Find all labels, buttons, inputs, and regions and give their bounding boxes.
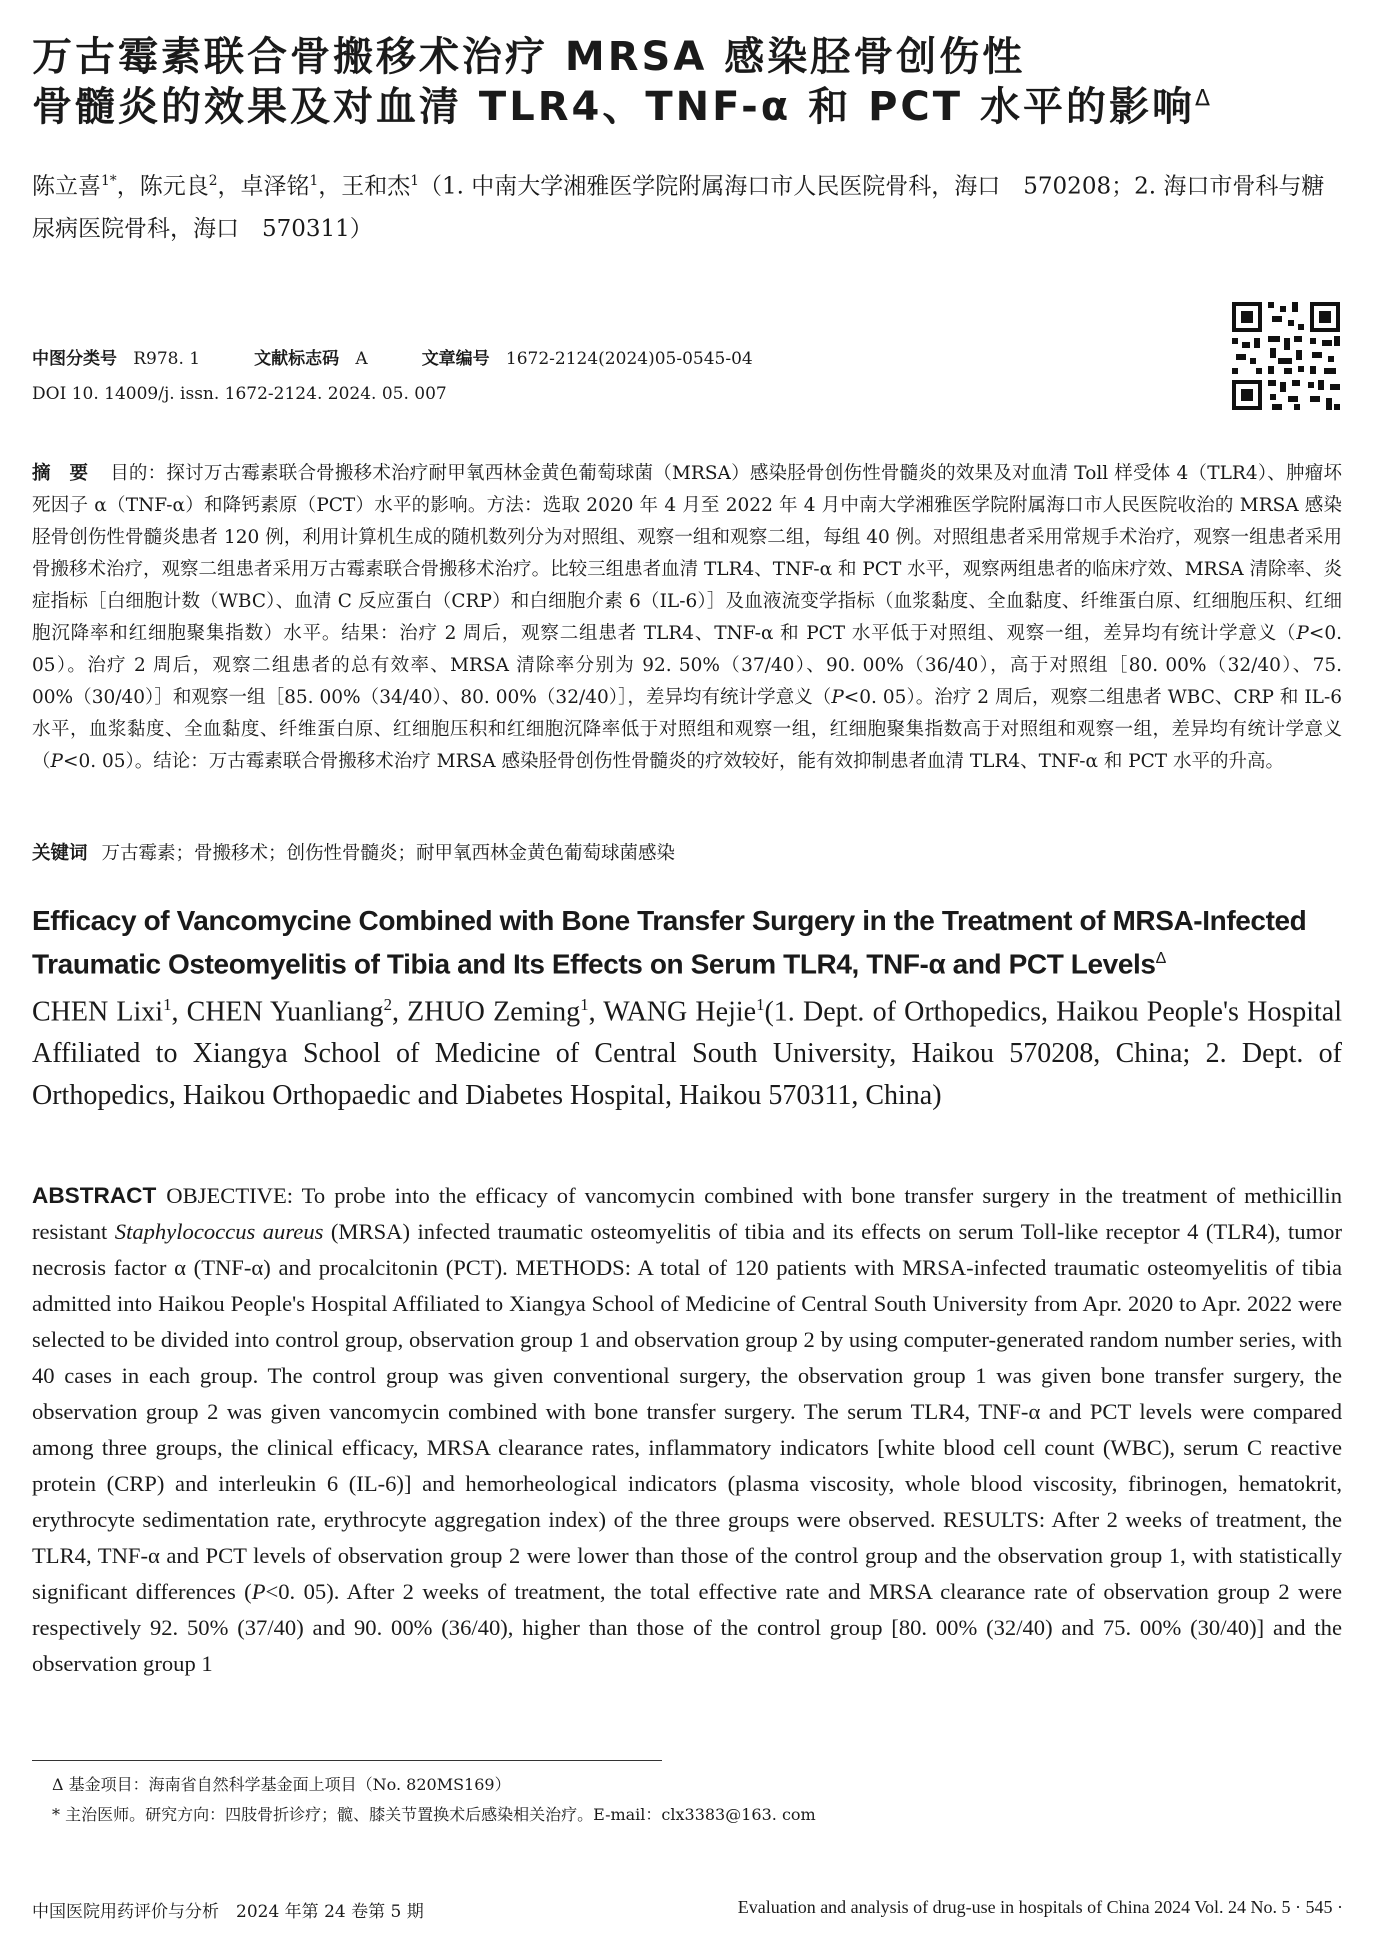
authors-cn [32,160,1347,250]
doc-code-label: 文献标志码 [254,349,340,369]
abstract-en-species: Staphylococcus aureus [114,1219,324,1244]
abstract-cn-p-italic-2: P [831,687,844,708]
affiliations-cn: （1. 中南大学湘雅医学院附属海口市人民医院骨科，海口 570208；2. 海口市骨科与糖尿病医院骨科，海口 570311） [32,173,1325,242]
footer-journal-en: Evaluation and analysis of drug-use in hospitals of China 2024 Vol. 24 No. 5 · 545 · [737,1897,1343,1917]
author-en-1-sup: 1 [163,995,172,1014]
abstract-en [32,1178,1342,1682]
author-cn-4: ，王和杰 [318,173,411,200]
abstract-en-label: ABSTRACT [32,1183,157,1208]
fund-mark: Δ [1195,86,1214,112]
footnotes [52,1770,1252,1830]
abstract-cn-p-italic-1: P [1296,623,1309,644]
author-cn-1-sup: 1* [101,173,117,189]
article-number-value: 1672-2124(2024)05-0545-04 [505,349,753,369]
affiliations-en: (1. Dept. of Orthopedics, Haikou People's Hospital Affiliated to Xiangya School of Medicine of Central South University, Haikou 570208, China; 2. Dept. of Orthopedics, Haikou Orthopaedic and Diabetes Hospital, Haikou 570311, China) [32,996,1342,1112]
clc-value: R978. 1 [133,349,201,369]
footer-journal-cn: 中国医院用药评价与分析 2024 年第 24 卷第 5 期 [32,1902,424,1922]
footnote-divider [32,1760,662,1761]
doc-code-value: A [355,349,368,369]
clc-label: 中图分类号 [32,349,117,369]
doi-value: 10. 14009/j. issn. 1672-2124. 2024. 05. 007 [71,384,447,404]
article-title-en [32,902,1347,983]
doi-label: DOI [32,384,67,404]
author-cn-4-sup: 1 [410,173,420,189]
article-title-cn [32,32,1342,132]
article-number-label: 文章编号 [421,349,490,369]
keywords-cn-label: 关键词 [32,843,88,864]
footnote-fund: Δ 基金项目：海南省自然科学基金面上项目（No. 820MS169） [52,1775,511,1794]
author-en-2: , CHEN Yuanliang [171,996,384,1028]
abstract-en-part3: <0. 05). After 2 weeks of treatment, the total effective rate and MRSA clearance rate of observation group 2 were respectively 92. 50% (37/40) and 90. 00% (36/40), higher than those of the control group [80. 00% (32/40) and 75. 00% (30/40)] and the observation group 1 [32,1579,1342,1676]
author-en-4-sup: 1 [756,995,765,1014]
qr-code-icon[interactable] [1232,302,1340,410]
abstract-en-part2: (MRSA) infected traumatic osteomyelitis of tibia and its effects on serum Toll-like receptor 4 (TLR4), tumor necrosis factor α (TNF-α) and procalcitonin (PCT). METHODS: A total of 120 patients with MRSA-infected traumatic osteomyelitis of tibia admitted into Haikou People's Hospital Affiliated to Xiangya School of Medicine of Central South University from Apr. 2020 to Apr. 2022 were selected to be divided into control group, observation group 1 and observation group 2 by using computer-generated random number series, with 40 cases in each group. The control group was given conventional surgery, the observation group 1 was given bone transfer surgery, the observation group 2 was given vancomycin combined with bone transfer surgery. The serum TLR4, TNF-α and PCT levels were compared among three groups, the clinical efficacy, MRSA clearance rates, inflammatory indicators [white blood cell count (WBC), serum C reactive protein (CRP) and interleukin 6 (IL-6)] and hemorheological indicators (plasma viscosity, whole blood viscosity, fibrinogen, hematokrit, erythrocyte sedimentation rate, erythrocyte aggregation index) of the three groups were observed. RESULTS: After 2 weeks of treatment, the TLR4, TNF-α and PCT levels of observation group 2 were lower than those of the control group and the observation group 1, with statistically significant differences ( [32,1219,1342,1604]
article-metadata [32,344,992,369]
abstract-cn-part2: <0. 05）。治疗 2 周后，观察二组患者的总有效率、MRSA 清除率分别为 92. 50%（37/40）、90. 00%（36/40），高于对照组［80. 00%（32/40）、75. 00%（30/40）］和观察一组［85. 00%（34/40）、80. 00%（32/40）］，差异均有统计学意义（ [32,623,1342,708]
author-en-1: CHEN Lixi [32,996,164,1028]
author-en-2-sup: 2 [383,995,392,1014]
abstract-cn-label: 摘 要 [32,463,89,484]
abstract-cn-part3: <0. 05）。治疗 2 周后，观察二组患者 WBC、CRP 和 IL-6 水平，血浆黏度、全血黏度、纤维蛋白原、红细胞压积和红细胞沉降率低于对照组和观察一组，红细胞聚集指数高于对照组和观察一组，差异均有统计学意义（ [32,687,1342,772]
doi-row [32,384,447,404]
author-en-3-sup: 1 [580,995,589,1014]
abstract-cn [32,458,1342,778]
keywords-cn [32,838,1342,870]
article-title-en-text: Efficacy of Vancomycine Combined with Bone Transfer Surgery in the Treatment of MRSA-Infected Traumatic Osteomyelitis of Tibia and Its Effects on Serum TLR4, TNF-α and PCT Levels [32,905,1307,980]
footnote-author: * 主治医师。研究方向：四肢骨折诊疗；髋、膝关节置换术后感染相关治疗。E-mail：clx3383@163. com [52,1805,816,1824]
fund-mark-en: Δ [1155,950,1166,967]
article-title-cn-line2 [32,82,1342,132]
abstract-en-part1: OBJECTIVE: To probe into the efficacy of vancomycin combined with bone transfer surgery in the treatment of methicillin resistant [32,1183,1342,1244]
title-cn-line2-text: 骨髓炎的效果及对血清 TLR4、TNF-α 和 PCT 水平的影响 [32,84,1196,130]
authors-en [32,984,1342,1117]
author-cn-2: ，陈元良 [116,173,209,200]
author-en-4: , WANG Hejie [588,996,757,1028]
article-title-cn-line1: 万古霉素联合骨搬移术治疗 MRSA 感染胫骨创伤性 [32,34,1026,80]
author-cn-3: ，卓泽铭 [217,173,310,200]
author-cn-2-sup: 2 [208,173,218,189]
abstract-cn-part4: <0. 05）。结论：万古霉素联合骨搬移术治疗 MRSA 感染胫骨创伤性骨髓炎的疗效较好，能有效抑制患者血清 TLR4、TNF-α 和 PCT 水平的升高。 [62,751,1285,772]
author-cn-3-sup: 1 [309,173,319,189]
abstract-cn-part1: 目的：探讨万古霉素联合骨搬移术治疗耐甲氧西林金黄色葡萄球菌（MRSA）感染胫骨创伤性骨髓炎的效果及对血清 Toll 样受体 4（TLR4）、肿瘤坏死因子 α（TNF-α）和降钙素原（PCT）水平的影响。方法：选取 2020 年 4 月至 2022 年 4 月中南大学湘雅医学院附属海口市人民医院收治的 MRSA 感染胫骨创伤性骨髓炎患者 120 例，利用计算机生成的随机数列分为对照组、观察一组和观察二组，每组 40 例。对照组患者采用常规手术治疗，观察一组患者采用骨搬移术治疗，观察二组患者采用万古霉素联合骨搬移术治疗。比较三组患者血清 TLR4、TNF-α 和 PCT 水平，观察两组患者的临床疗效、MRSA 清除率、炎症指标［白细胞计数（WBC）、血清 C 反应蛋白（CRP）和白细胞介素 6（IL-6）］及血液流变学指标（血浆黏度、全血黏度、纤维蛋白原、红细胞压积、红细胞沉降率和红细胞聚集指数）水平。结果：治疗 2 周后，观察二组患者 TLR4、TNF-α 和 PCT 水平低于对照组、观察一组，差异均有统计学意义（ [32,463,1342,644]
author-en-3: , ZHUO Zeming [391,996,581,1028]
author-cn-1: 陈立喜 [32,173,101,200]
abstract-en-p-italic: P [251,1579,266,1604]
abstract-cn-p-italic-3: P [50,751,63,772]
keywords-cn-value: 万古霉素；骨搬移术；创伤性骨髓炎；耐甲氧西林金黄色葡萄球菌感染 [101,843,676,864]
